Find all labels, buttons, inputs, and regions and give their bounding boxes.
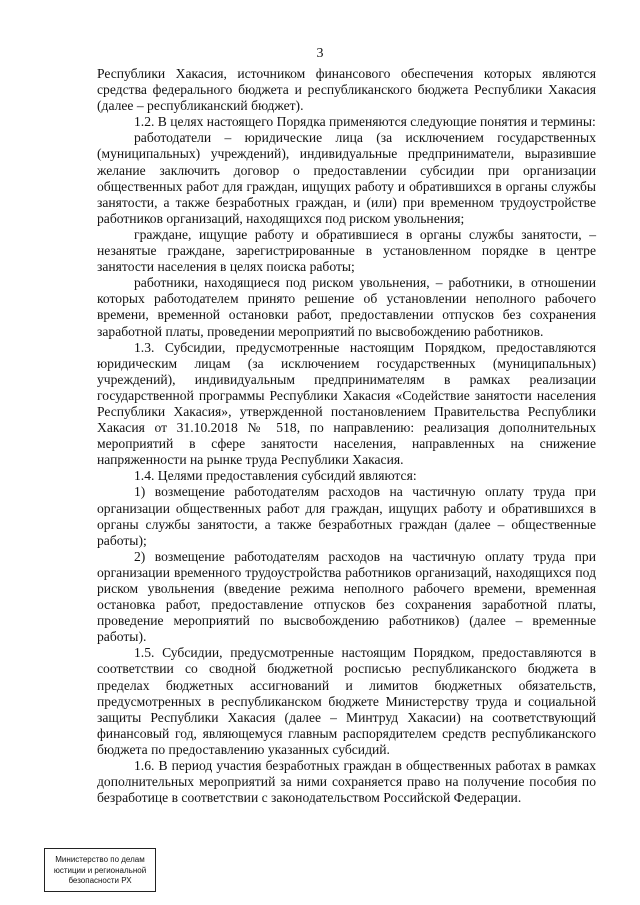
paragraph: 1.5. Субсидии, предусмотренные настоящим Порядком, предоставляются в соответствии со сводной бюджетной росписью республиканского бюджета в пределах бюджетных ассигнований и лимитов бюджетных обязательств, предусмотренных в республиканском бюджете Министерству труда и социальной защиты Республики Хакасия (далее – Минтруд Хакасии) на соответствующий финансовый год, являющемуся главным распорядителем средств республиканского бюджета по предоставлению указанных субсидий.	[97, 645, 596, 757]
paragraph: 1.4. Целями предоставления субсидий являются:	[134, 468, 417, 484]
paragraph: 1) возмещение работодателям расходов на частичную оплату труда при организации общественных работ для граждан, ищущих работу и обратившихся в органы службы занятости, а также безработных граждан (далее – общественные работы);	[97, 484, 596, 548]
paragraph: граждане, ищущие работу и обратившиеся в органы службы занятости, – незанятые граждане, зарегистрированные в установленном порядке в центре занятости населения в целях поиска работы;	[97, 226, 596, 275]
stamp-line: юстиции и региональной	[53, 865, 147, 875]
paragraph: 1.3. Субсидии, предусмотренные настоящим Порядком, предоставляются юридическим лицам (за исключением государственных (муниципальных) учреждений), индивидуальным предпринимателям в рамках реализации государственной программы Республики Хакасия «Содействие занятости населения Республики Хакасия», утвержденной постановлением Правительства Республики Хакасия от 31.10.2018 № 518, по направлению: реализация дополнительных мероприятий в сфере занятости населения, направленных на снижение напряженности на рынке труда Республики Хакасия.	[97, 339, 596, 468]
paragraph: 2) возмещение работодателям расходов на частичную оплату труда при организации временного трудоустройства работников организаций, находящихся под риском увольнения (введение режима неполного рабочего времени, временная остановка работ, предоставление отпусков без сохранения заработной платы, проведение мероприятий по высвобождению работников) (далее – временные работы).	[97, 548, 596, 645]
stamp-line: безопасности РХ	[68, 876, 132, 885]
paragraph: работодатели – юридические лица (за исключением государственных (муниципальных) учреждений), индивидуальные предприниматели, выразившие желание заключить договор о предоставлении субсидии при организации общественных работ для граждан, ищущих работу и обратившихся в органы службы занятости, а также безработных граждан, и (или) при временном трудоустройстве работников организаций, находящихся под риском увольнения;	[97, 130, 596, 226]
paragraph: Республики Хакасия, источником финансового обеспечения которых являются средства федерального бюджета и республиканского бюджета Республики Хакасия (далее – республиканский бюджет).	[97, 66, 596, 114]
registration-stamp	[44, 848, 156, 892]
paragraph: 1.2. В целях настоящего Порядка применяются следующие понятия и термины:	[134, 114, 596, 130]
paragraph: работники, находящиеся под риском увольнения, – работники, в отношении которых работодателем принято решение об установлении неполного рабочего времени, временной остановки работ, предоставлении отпусков без сохранения заработной платы, проведении мероприятий по высвобождению работников.	[97, 275, 596, 339]
paragraph: 1.6. В период участия безработных граждан в общественных работах в рамках дополнительных мероприятий за ними сохраняется право на получение пособия по безработице в соответствии с законодательством Российской Федерации.	[97, 758, 596, 806]
stamp-line: Министерство по делам	[55, 855, 145, 864]
document-body	[97, 66, 596, 806]
page-number: 3	[316, 46, 324, 61]
